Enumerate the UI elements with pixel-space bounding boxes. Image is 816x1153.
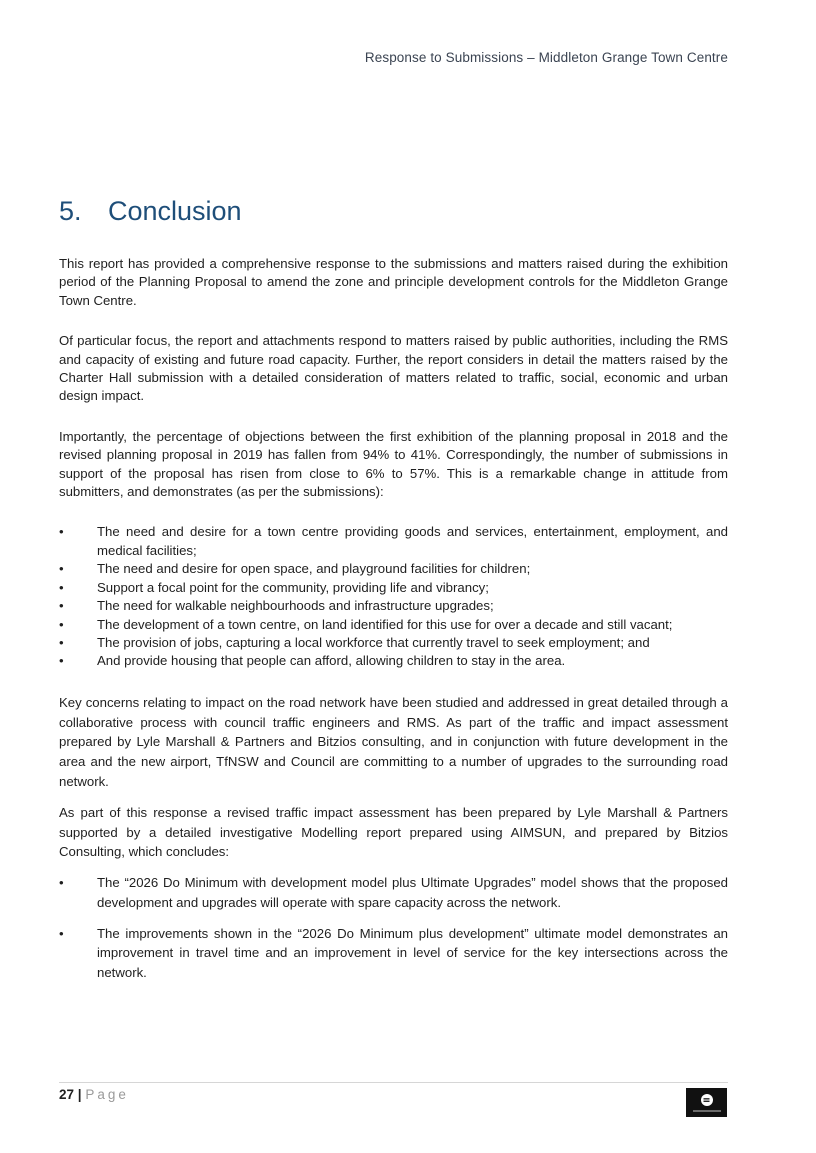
list-item: • Support a focal point for the community, providing life and vibrancy; [59, 579, 728, 597]
section-heading [59, 196, 242, 227]
company-logo-icon [686, 1088, 727, 1117]
logo-text-bar [693, 1110, 721, 1112]
bullet-icon: • [59, 634, 64, 650]
logo-mark-icon [700, 1093, 714, 1107]
bullet-icon: • [59, 579, 64, 595]
paragraph-focus: Of particular focus, the report and attachments respond to matters raised by public authorities, including the RMS and capacity of existing and future road capacity. Further, the report considers in detail the matters raised by the Charter Hall submission with a detailed consideration of matters related to traffic, social, economic and urban design impact. [59, 333, 728, 404]
list-item: • The improvements shown in the “2026 Do Minimum plus development” ultimate model demonstrates an improvement in travel time and an improvement in level of service for the key intersections across the network. [59, 925, 728, 981]
running-header: Response to Submissions – Middleton Grange Town Centre [364, 50, 728, 65]
footer-divider [59, 1082, 728, 1083]
page-number-value: 27 [59, 1087, 75, 1102]
conclusion-bullet-list [59, 873, 728, 983]
list-item: • The “2026 Do Minimum with development model plus Ultimate Upgrades” model shows that the proposed development and upgrades will operate with spare capacity across the network. [59, 875, 728, 910]
section-title: Conclusion [108, 196, 242, 226]
bullet-icon: • [59, 561, 64, 577]
list-item: • And provide housing that people can afford, allowing children to stay in the area. [59, 652, 728, 670]
paragraph-intro: This report has provided a comprehensive response to the submissions and matters raised during the exhibition period of the Planning Proposal to amend the zone and principle development controls for the Middleton Grange Town Centre. [59, 256, 728, 308]
list-item: • The need for walkable neighbourhoods and infrastructure upgrades; [59, 597, 728, 615]
page-label: Page [85, 1087, 129, 1102]
bullet-icon: • [59, 653, 64, 669]
page-number [59, 1087, 129, 1102]
list-item: • The need and desire for open space, and playground facilities for children; [59, 560, 728, 578]
list-item: • The provision of jobs, capturing a local workforce that currently travel to seek employment; and [59, 634, 728, 652]
submission-bullet-list [59, 523, 728, 670]
bullet-icon: • [59, 616, 64, 632]
paragraph-traffic-assessment: As part of this response a revised traffic impact assessment has been prepared by Lyle Marshall & Partners supported by a detailed investigative Modelling report prepared using AIMSUN, and prepared by Bitzios Consulting, which concludes: [59, 804, 728, 860]
paragraph-road-network: Key concerns relating to impact on the road network have been studied and addressed in great detailed through a collaborative process with council traffic engineers and RMS. As part of the traffic and impact assessment prepared by Lyle Marshall & Partners and Bitzios consulting, and in conjunction with future development in the area and the new airport, TfNSW and Council are committing to a number of upgrades to the surrounding road network. [59, 694, 728, 789]
page-number-separator: | [74, 1087, 86, 1102]
bullet-icon: • [59, 875, 64, 891]
paragraph-objections: Importantly, the percentage of objections between the first exhibition of the planning proposal in 2018 and the revised planning proposal in 2019 has fallen from 94% to 41%. Correspondingly, the number of submissions in support of the proposal has risen from close to 6% to 57%. This is a remarkable change in attitude from submitters, and demonstrates (as per the submissions): [59, 428, 728, 500]
bullet-icon: • [59, 598, 64, 614]
list-item: • The need and desire for a town centre providing goods and services, entertainment, employment, and medical facilities; [59, 524, 728, 558]
bullet-icon: • [59, 524, 64, 540]
document-body [59, 255, 728, 994]
list-item: • The development of a town centre, on land identified for this use for over a decade and still vacant; [59, 616, 728, 634]
bullet-icon: • [59, 925, 64, 941]
section-number: 5. [59, 196, 82, 226]
